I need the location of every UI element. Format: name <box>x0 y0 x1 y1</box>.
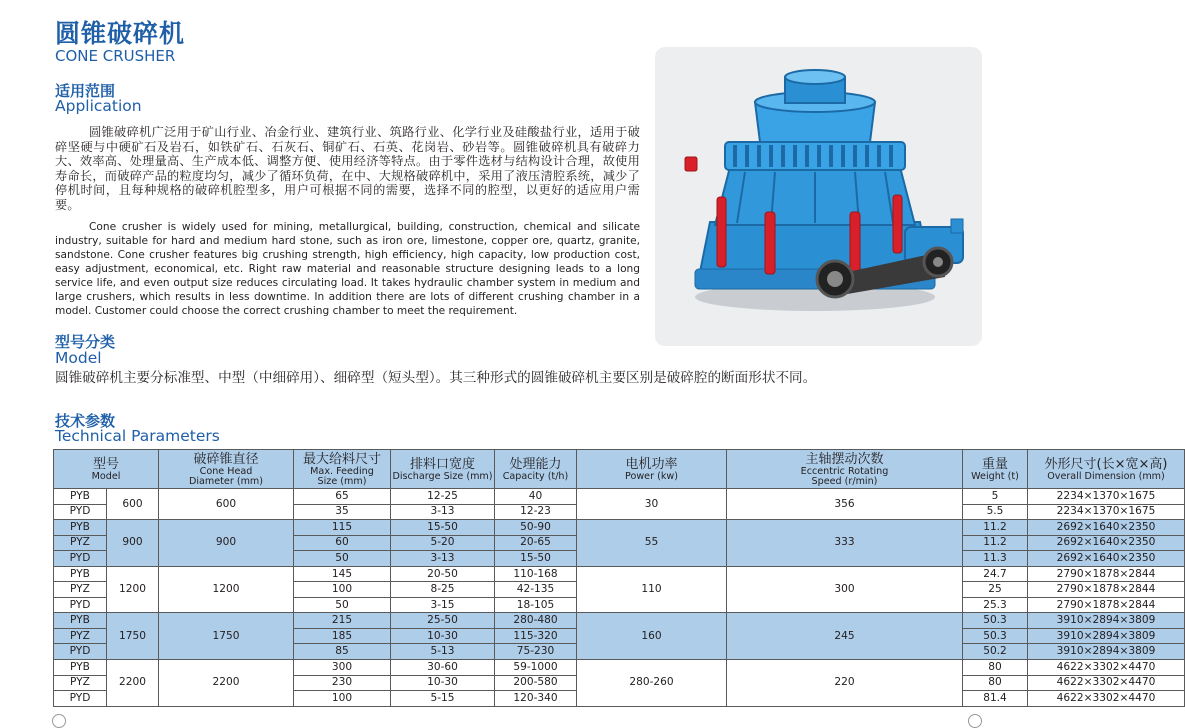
column-header-cn: 破碎锥直径 <box>193 451 259 467</box>
dimension-cell: 2692×1640×2350 <box>1028 535 1185 551</box>
column-header-cn: 排料口宽度 <box>409 456 475 472</box>
size-cell: 2200 <box>107 660 159 707</box>
page-marker-right <box>968 714 982 728</box>
discharge-cell: 20-50 <box>391 566 495 582</box>
weight-cell: 50.3 <box>963 628 1028 644</box>
weight-cell: 24.7 <box>963 566 1028 582</box>
capacity-cell: 40 <box>495 489 577 505</box>
column-header-en: Discharge Size (mm) <box>392 470 493 482</box>
model-cell: PYB <box>54 520 107 536</box>
capacity-cell: 200-580 <box>495 675 577 691</box>
cone-crusher-photo <box>655 47 982 346</box>
speed-cell: 220 <box>727 660 963 707</box>
technical-heading: 技术参数 <box>55 412 116 430</box>
capacity-cell: 110-168 <box>495 566 577 582</box>
speed-cell: 356 <box>727 489 963 520</box>
model-cell: PYD <box>54 551 107 567</box>
dimension-cell: 3910×2894×3809 <box>1028 628 1185 644</box>
feed-size-cell: 35 <box>294 504 391 520</box>
feed-size-cell: 145 <box>294 566 391 582</box>
feed-size-cell: 115 <box>294 520 391 536</box>
model-cell: PYB <box>54 566 107 582</box>
column-header <box>577 450 727 489</box>
application-text-en: Cone crusher is widely used for mining, metallurgical, building, construction, chemical and silicate industry, suitable for hard and medium hard stone, such as iron ore, limestone, copper ore, quartz, granite, sandstone. Cone crusher features big crushing strength, high efficiency, high capacity, low production cost, easy adjustment, economical, etc. Right raw material and reasonable structure designing leads to a long service life, and even output size reduces circulating load. It takes hydraulic chamber system in medium and large crushers, which results in less downtime. In addition there are lots of different crushing chamber in a model. Customer could choose the correct crushing chamber to meet the requirement. <box>55 221 640 317</box>
size-cell: 1750 <box>107 613 159 660</box>
diameter-cell: 1750 <box>159 613 294 660</box>
dimension-cell: 4622×3302×4470 <box>1028 660 1185 676</box>
capacity-cell: 15-50 <box>495 551 577 567</box>
power-cell: 280-260 <box>577 660 727 707</box>
feed-size-cell: 50 <box>294 597 391 613</box>
feed-size-cell: 185 <box>294 628 391 644</box>
column-header-en: Diameter (mm) <box>188 475 263 487</box>
power-cell: 30 <box>577 489 727 520</box>
discharge-cell: 5-15 <box>391 691 495 707</box>
column-header-en: Model <box>91 470 121 482</box>
model-cell: PYD <box>54 691 107 707</box>
table-row <box>54 613 1185 629</box>
model-cell: PYD <box>54 504 107 520</box>
weight-cell: 25 <box>963 582 1028 598</box>
discharge-cell: 30-60 <box>391 660 495 676</box>
table-row <box>54 520 1185 536</box>
capacity-cell: 59-1000 <box>495 660 577 676</box>
column-header <box>391 450 495 489</box>
feed-size-cell: 100 <box>294 582 391 598</box>
speed-cell: 333 <box>727 520 963 567</box>
size-cell: 600 <box>107 489 159 520</box>
dimension-cell: 2692×1640×2350 <box>1028 551 1185 567</box>
model-cell: PYB <box>54 660 107 676</box>
model-text: 圆锥破碎机主要分标准型、中型（中细碎用）、细碎型（短头型）。其三种形式的圆锥破碎机主要区别是破碎腔的断面形状不同。 <box>55 370 817 386</box>
column-header-cn: 重量 <box>981 456 1008 472</box>
table-header <box>54 450 1185 489</box>
column-header <box>495 450 577 489</box>
model-heading-en: Model <box>55 349 102 367</box>
feed-size-cell: 215 <box>294 613 391 629</box>
page-title: 圆锥破碎机 <box>55 19 186 48</box>
model-cell: PYB <box>54 613 107 629</box>
feed-size-cell: 60 <box>294 535 391 551</box>
dimension-cell: 4622×3302×4470 <box>1028 675 1185 691</box>
discharge-cell: 3-13 <box>391 551 495 567</box>
capacity-cell: 18-105 <box>495 597 577 613</box>
weight-cell: 50.2 <box>963 644 1028 660</box>
page-marker-left <box>52 714 66 728</box>
technical-parameters-table <box>53 449 1185 707</box>
discharge-cell: 3-15 <box>391 597 495 613</box>
column-header-en: Cone Head <box>199 465 253 477</box>
model-cell: PYZ <box>54 675 107 691</box>
discharge-cell: 5-13 <box>391 644 495 660</box>
dimension-cell: 3910×2894×3809 <box>1028 613 1185 629</box>
header-row <box>54 450 1185 489</box>
column-header <box>294 450 391 489</box>
feed-size-cell: 230 <box>294 675 391 691</box>
column-header-en: Size (mm) <box>317 475 367 487</box>
feed-size-cell: 85 <box>294 644 391 660</box>
column-header <box>727 450 963 489</box>
table-row <box>54 660 1185 676</box>
diameter-cell: 1200 <box>159 566 294 613</box>
capacity-cell: 20-65 <box>495 535 577 551</box>
column-header-en: Capacity (t/h) <box>502 470 569 482</box>
size-cell: 1200 <box>107 566 159 613</box>
dimension-cell: 2790×1878×2844 <box>1028 582 1185 598</box>
page-subtitle: CONE CRUSHER <box>55 47 176 65</box>
column-header-cn: 电机功率 <box>625 456 678 472</box>
discharge-cell: 15-50 <box>391 520 495 536</box>
column-header-en: Overall Dimension (mm) <box>1047 470 1165 482</box>
discharge-cell: 25-50 <box>391 613 495 629</box>
weight-cell: 50.3 <box>963 613 1028 629</box>
weight-cell: 81.4 <box>963 691 1028 707</box>
discharge-cell: 3-13 <box>391 504 495 520</box>
weight-cell: 5 <box>963 489 1028 505</box>
model-cell: PYD <box>54 597 107 613</box>
power-cell: 55 <box>577 520 727 567</box>
column-header <box>1028 450 1185 489</box>
discharge-cell: 12-25 <box>391 489 495 505</box>
weight-cell: 11.2 <box>963 535 1028 551</box>
column-header-en: Eccentric Rotating <box>800 465 889 477</box>
capacity-cell: 75-230 <box>495 644 577 660</box>
power-cell: 110 <box>577 566 727 613</box>
speed-cell: 300 <box>727 566 963 613</box>
discharge-cell: 5-20 <box>391 535 495 551</box>
capacity-cell: 50-90 <box>495 520 577 536</box>
dimension-cell: 4622×3302×4470 <box>1028 691 1185 707</box>
table-row <box>54 566 1185 582</box>
capacity-cell: 42-135 <box>495 582 577 598</box>
table-body <box>54 489 1185 707</box>
model-cell: PYB <box>54 489 107 505</box>
capacity-cell: 120-340 <box>495 691 577 707</box>
model-heading: 型号分类 <box>55 333 116 351</box>
column-header-cn: 外形尺寸(长×宽×高) <box>1044 456 1168 472</box>
dimension-cell: 2234×1370×1675 <box>1028 504 1185 520</box>
model-cell: PYZ <box>54 535 107 551</box>
column-header-en: Weight (t) <box>971 470 1019 482</box>
weight-cell: 11.2 <box>963 520 1028 536</box>
feed-size-cell: 50 <box>294 551 391 567</box>
capacity-cell: 115-320 <box>495 628 577 644</box>
column-header-cn: 最大给料尺寸 <box>302 451 381 467</box>
feed-size-cell: 100 <box>294 691 391 707</box>
capacity-cell: 12-23 <box>495 504 577 520</box>
dimension-cell: 2790×1878×2844 <box>1028 566 1185 582</box>
model-cell: PYD <box>54 644 107 660</box>
dimension-cell: 2790×1878×2844 <box>1028 597 1185 613</box>
speed-cell: 245 <box>727 613 963 660</box>
technical-heading-en: Technical Parameters <box>55 427 220 445</box>
weight-cell: 80 <box>963 675 1028 691</box>
discharge-cell: 8-25 <box>391 582 495 598</box>
diameter-cell: 2200 <box>159 660 294 707</box>
weight-cell: 11.3 <box>963 551 1028 567</box>
feed-size-cell: 300 <box>294 660 391 676</box>
column-header <box>159 450 294 489</box>
dimension-cell: 2692×1640×2350 <box>1028 520 1185 536</box>
dimension-cell: 2234×1370×1675 <box>1028 489 1185 505</box>
weight-cell: 5.5 <box>963 504 1028 520</box>
application-heading-en: Application <box>55 97 142 115</box>
weight-cell: 80 <box>963 660 1028 676</box>
column-header-en: Power (kw) <box>625 470 678 482</box>
diameter-cell: 600 <box>159 489 294 520</box>
weight-cell: 25.3 <box>963 597 1028 613</box>
column-header <box>54 450 159 489</box>
size-cell: 900 <box>107 520 159 567</box>
application-heading: 适用范围 <box>55 82 116 100</box>
diameter-cell: 900 <box>159 520 294 567</box>
model-cell: PYZ <box>54 628 107 644</box>
dimension-cell: 3910×2894×3809 <box>1028 644 1185 660</box>
column-header-cn: 型号 <box>92 456 119 472</box>
column-header-cn: 处理能力 <box>509 456 562 472</box>
feed-size-cell: 65 <box>294 489 391 505</box>
power-cell: 160 <box>577 613 727 660</box>
cone-crusher-illustration <box>655 47 982 346</box>
column-header <box>963 450 1028 489</box>
discharge-cell: 10-30 <box>391 628 495 644</box>
table-row <box>54 489 1185 505</box>
application-text-cn: 圆锥破碎机广泛用于矿山行业、冶金行业、建筑行业、筑路行业、化学行业及硅酸盐行业，适用于破碎坚硬与中硬矿石及岩石，如铁矿石、石灰石、铜矿石、石英、花岗岩、砂岩等。圆锥破碎机具有破碎力大、效率高、处理量高、生产成本低、调整方便、使用经济等特点。由于零件选材与结构设计合理，故使用寿命长，而破碎产品的粒度均匀，减少了循环负荷，在中、大规格破碎机中，采用了液压清腔系统，减少了停机时间，且每种规格的破碎机腔型多，用户可根据不同的需要，选择不同的腔型，以更好的适应用户需要。 <box>55 125 640 212</box>
model-cell: PYZ <box>54 582 107 598</box>
discharge-cell: 10-30 <box>391 675 495 691</box>
column-header-cn: 主轴摆动次数 <box>805 451 884 467</box>
capacity-cell: 280-480 <box>495 613 577 629</box>
column-header-en: Max. Feeding <box>310 465 374 477</box>
column-header-en: Speed (r/min) <box>811 475 878 487</box>
